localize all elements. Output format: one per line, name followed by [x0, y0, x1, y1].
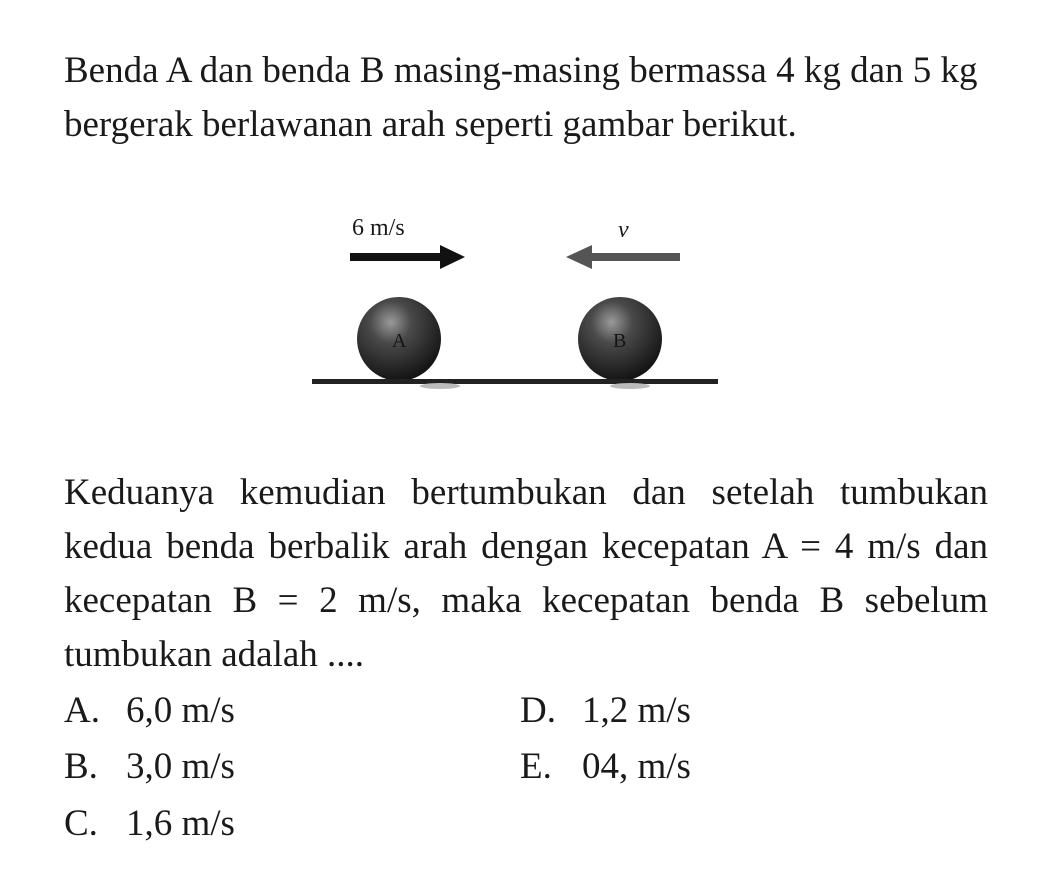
ball-a-label: A [392, 330, 407, 352]
option-text: 1,6 m/s [126, 803, 235, 844]
arrow-b-label: v [618, 217, 629, 243]
arrow-right-icon [350, 245, 465, 269]
ball-b [578, 297, 662, 381]
option-text: 3,0 m/s [126, 746, 235, 787]
option-letter: C. [64, 803, 98, 844]
question-body: Keduanya kemudian bertumbukan dan setelah tumbukan kedua benda berbalik arah dengan kecepatan A = 4 m/s dan kecepatan B = 2 m/s, maka kecepatan benda B sebelum tumbukan adalah .... [64, 472, 988, 675]
option-d[interactable] [520, 689, 691, 733]
option-e[interactable] [520, 745, 691, 789]
arrow-left-icon [566, 245, 680, 269]
option-letter: A. [64, 690, 100, 731]
ball-a [357, 297, 441, 381]
option-letter: E. [520, 746, 552, 787]
option-letter: B. [64, 746, 98, 787]
collision-figure [300, 205, 740, 415]
option-b[interactable] [64, 745, 235, 789]
option-text: 04, m/s [582, 746, 691, 787]
ball-b-label: B [613, 330, 627, 352]
question-intro: Benda A dan benda B masing-masing bermassa 4 kg dan 5 kg bergerak berlawanan arah seperti gambar berikut. [64, 50, 978, 145]
arrow-a-label: 6 m/s [352, 215, 405, 241]
ground-surface [312, 379, 718, 389]
option-text: 1,2 m/s [582, 690, 691, 731]
option-letter: D. [520, 690, 556, 731]
option-c[interactable] [64, 802, 235, 846]
option-a[interactable] [64, 689, 235, 733]
option-text: 6,0 m/s [126, 690, 235, 731]
